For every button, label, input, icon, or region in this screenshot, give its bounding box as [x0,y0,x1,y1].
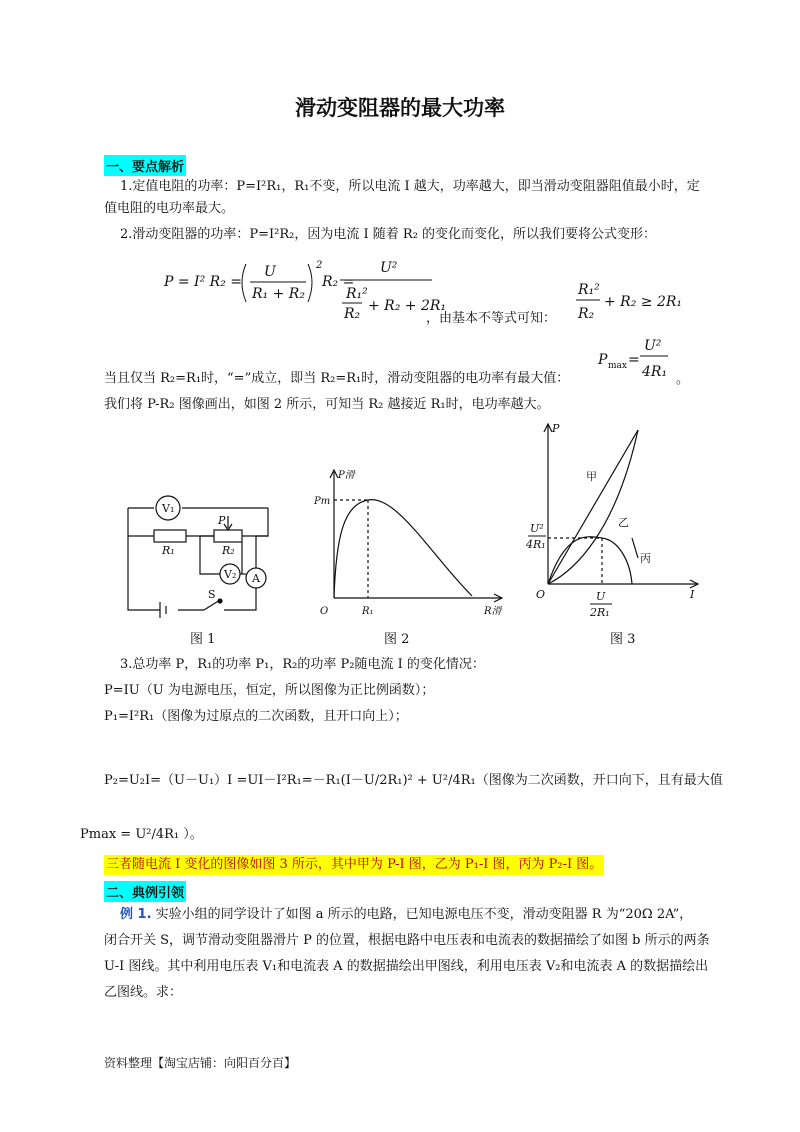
fig2-caption: 图 2 [384,632,410,647]
fig3-caption: 图 3 [610,632,636,647]
fig3-ylabel: P [552,422,560,435]
svg-text:U: U [264,264,276,280]
fig2-o: O [320,606,329,617]
para3-line2: P=IU（U 为电源电压，恒定，所以图像为正比例函数）； [104,683,435,698]
svg-text:+ R₂ ≥ 2R₁: + R₂ ≥ 2R₁ [604,294,682,310]
svg-text:R₁ + R₂: R₁ + R₂ [252,286,305,302]
fig1-p: P [218,514,226,527]
fig1-a: A [252,572,260,585]
para3-line3: P₁=I²R₁（图像为过原点的二次函数，且开口向上）； [104,709,408,724]
footer-text: 资料整理【淘宝店铺：向阳百分百】 [104,1056,297,1070]
page-title: 滑动变阻器的最大功率 [295,96,505,120]
highlight-summary: 三者随电流 I 变化的图像如图 3 所示，其中甲为 P-I 图，乙为 P₁-I 图，丙为 P₂-I 图。 [104,855,604,875]
fig2-r1: R₁ [362,606,374,617]
fig3-2r1: 2R₁ [590,606,610,619]
svg-text:=: = [628,352,640,368]
para1-line2: 值电阻的电功率最大。 [104,201,235,216]
svg-text:P = I² R₂ =: P = I² R₂ = [164,274,242,290]
svg-text:P: P [598,352,608,368]
fig3-jia: 甲 [586,470,597,483]
example-label: 例 1. [120,907,152,922]
fig3-o: O [536,588,546,601]
figure3-chart [526,420,706,626]
para3-line4: P₂=U₂I=（U－U₁）I =UI－I²R₁=－R₁(I－U/2R₁)² + U²/4R₁（图像为二次函数，开口向下，且有最大值 [104,773,723,788]
fig3-bing: 丙 [640,552,651,565]
inequality-intro: ，由基本不等式可知： [426,311,557,326]
svg-text:R₁²: R₁² [578,282,600,298]
fig3-u: U [596,590,606,603]
inequality-formula [572,278,682,326]
para2-line4: 我们将 P-R₂ 图像画出，如图 2 所示，可知当 R₂ 越接近 R₁时，电功率越大。 [104,397,550,412]
period: 。 [676,372,690,387]
fig1-r2: R₂ [222,544,235,557]
svg-text:R₂ =: R₂ = [322,274,355,290]
fig1-s: S [208,588,216,601]
section1-heading: 一、要点解析 [104,155,186,176]
para3-line5: Pmax = U²/4R₁ ）。 [80,827,203,842]
svg-text:2: 2 [316,260,323,271]
fig3-4r1: 4R₁ [526,538,546,551]
svg-text:R₁²: R₁² [346,286,368,302]
fig1-r1: R₁ [162,544,175,557]
svg-text:max: max [608,361,627,371]
example-line1 [120,906,692,924]
figure1-circuit [120,488,280,618]
fig1-caption: 图 1 [190,632,216,647]
fig1-v2: V₂ [224,568,237,581]
power-formula [160,252,450,332]
svg-text:R₂: R₂ [578,306,595,322]
svg-text:4R₁: 4R₁ [642,364,668,380]
pmax-formula [596,332,676,384]
svg-text:U²: U² [644,338,662,354]
svg-text:R₂: R₂ [344,306,361,322]
fig3-u2: U² [530,522,544,535]
fig2-xlabel: R滑 [484,606,502,617]
para2-line1: 2.滑动变阻器的功率：P=I²R₂，因为电流 I 随着 R₂ 的变化而变化，所以我们要将公式变形： [120,227,657,242]
svg-text:+ R₂ + 2R₁: + R₂ + 2R₁ [368,298,447,314]
para3-line1: 3.总功率 P，R₁的功率 P₁，R₂的功率 P₂随电流 I 的变化情况： [120,657,485,672]
section2-heading: 二、典例引领 [104,881,186,902]
example-line3: U-I 图线。其中利用电压表 V₁和电流表 A 的数据描绘出甲图线，利用电压表 V₂和电流表 A 的数据描绘出 [104,959,709,974]
para1-line1: 1.定值电阻的功率：P=I²R₁，R₁不变，所以电流 I 越大，功率越大，即当滑动变阻器阻值最小时，定 [120,179,700,194]
example-text1: 实验小组的同学设计了如图 a 所示的电路，已知电源电压不变，滑动变阻器 R 为“20Ω 2A”， [155,907,693,922]
fig1-v1: V₁ [162,502,175,515]
fig3-xlabel: I [690,588,695,601]
fig3-yi: 乙 [618,516,629,529]
fig2-pm: Pm [314,496,331,507]
svg-text:U²: U² [380,260,398,276]
example-line4: 乙图线。求： [104,985,183,1000]
example-line2: 闭合开关 S，调节滑动变阻器滑片 P 的位置，根据电路中电压表和电流表的数据描绘了如图 b 所示的两条 [104,933,710,948]
fig2-ylabel: P滑 [338,470,355,481]
para2-line3: 当且仅当 R₂=R₁时，“=”成立，即当 R₂=R₁时，滑动变阻器的电功率有最大值： [104,371,570,386]
figure2-chart [312,466,512,620]
